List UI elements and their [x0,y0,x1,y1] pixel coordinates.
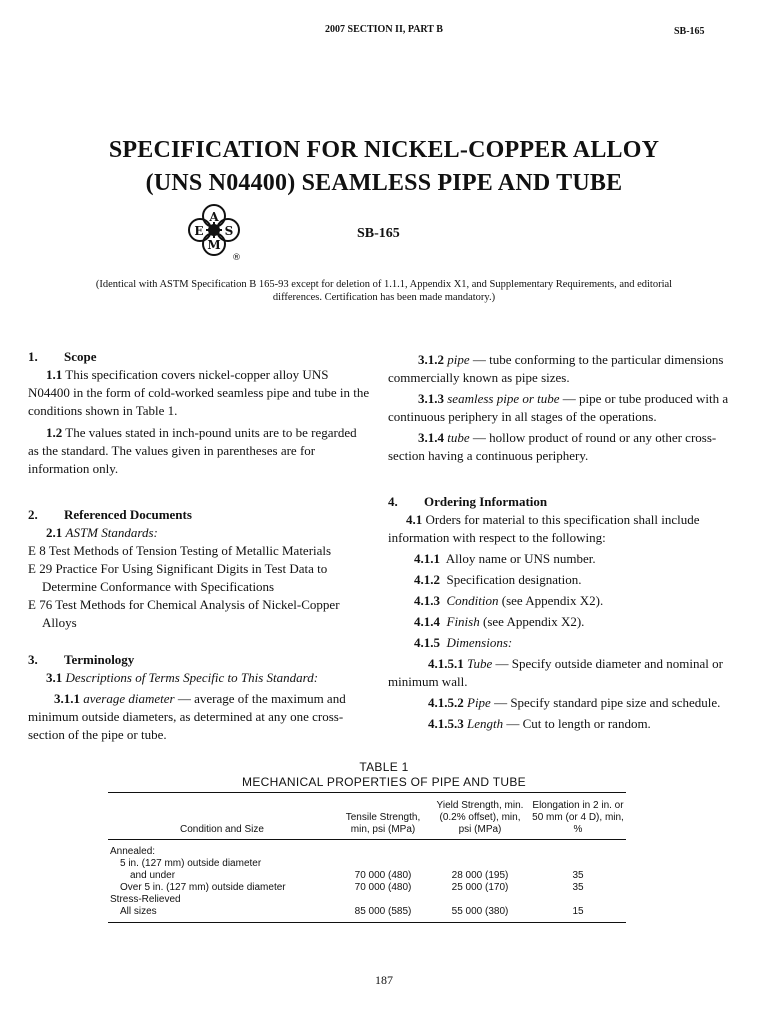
reference-e8: E 8 Test Methods of Tension Testing of Metallic Materials [28,543,332,558]
row-2-yield: 25 000 (170) [451,882,509,893]
table-header-row [108,793,626,840]
paragraph-3-1-2: 3.1.2 pipe — tube conforming to the particular dimensions commercially known as pipe sizes. [388,352,724,385]
paragraph-4-1-5: 4.1.5 Dimensions: [414,635,513,650]
row-2-condition: Over 5 in. (127 mm) outside diameter [120,882,286,893]
paragraph-3-1-4: 3.1.4 tube — hollow product of round or any other cross-section having a continuous periphery. [388,430,717,463]
section-1-heading: 1. Scope [28,349,97,364]
paragraph-1-1: 1.1 This specification covers nickel-copper alloy UNS N04400 in the form of cold-worked seamless pipe and tube in the conditions shown in Table 1. [28,367,370,418]
paragraph-3-1: 3.1 Descriptions of Terms Specific to This Standard: [46,670,319,685]
page-title-line-1: SPECIFICATION FOR NICKEL-COPPER ALLOY [108,137,660,163]
paragraph-4-1-3: 4.1.3 Condition (see Appendix X2). [414,593,604,608]
reference-e29: E 29 Practice For Using Significant Digits in Test Data to Determine Conformance with Specifications [28,561,328,594]
running-header-designation: SB-165 [674,26,705,37]
table-row [108,906,626,923]
right-column [388,351,732,733]
column-header-elongation: Elongation in 2 in. or 50 mm (or 4 D), min, % [532,800,624,835]
table-row [108,882,626,894]
paragraph-4-1: 4.1 Orders for material to this specification shall include information with respect to the following: [388,512,700,545]
svg-text:S: S [224,224,234,238]
row-2-tensile: 70 000 (480) [354,882,412,893]
section-3-heading: 3. Terminology [28,652,135,667]
table-row [108,894,626,906]
paragraph-4-1-4: 4.1.4 Finish (see Appendix X2). [414,614,585,629]
paragraph-4-1-1: 4.1.1 Alloy name or UNS number. [414,551,596,566]
row-1-yield: 28 000 (195) [451,870,509,881]
svg-text:M: M [207,238,221,252]
column-header-tensile: Tensile Strength, min, psi (MPa) [345,812,421,835]
page-number: 187 [375,973,393,987]
running-header: 2007 SECTION II, PART B [325,24,443,35]
paragraph-4-1-5-2: 4.1.5.2 Pipe — Specify standard pipe size and schedule. [428,695,721,710]
svg-text:A: A [209,210,219,224]
table-title: MECHANICAL PROPERTIES OF PIPE AND TUBE [242,775,526,789]
column-header-condition: Condition and Size [180,824,264,835]
paragraph-3-1-1: 3.1.1 average diameter — average of the maximum and minimum outside diameters, as determined at any one cross-section of the pipe or tube. [28,691,346,742]
paragraph-4-1-2: 4.1.2 Specification designation. [414,572,582,587]
svg-text:E: E [194,224,204,238]
section-4-heading: 4. Ordering Information [388,494,548,509]
page-title-line-2: (UNS N04400) SEAMLESS PIPE AND TUBE [145,170,623,196]
row-3-yield: 55 000 (380) [451,906,509,917]
svg-text:®: ® [232,253,241,263]
paragraph-1-2: 1.2 The values stated in inch-pound units are to be regarded as the standard. The values given in parentheses are for information only. [28,425,357,476]
column-header-yield: Yield Strength, min. (0.2% offset), min, psi (MPa) [436,800,524,835]
table-row [108,858,626,882]
reference-e76: E 76 Test Methods for Chemical Analysis of Nickel-Copper Alloys [28,597,340,630]
row-1-elongation: 35 [572,870,584,881]
row-3-condition: All sizes [120,906,157,917]
row-1-tensile: 70 000 (480) [354,870,412,881]
paragraph-3-1-3: 3.1.3 seamless pipe or tube — pipe or tube produced with a continuous periphery in all stages of the operations. [388,391,729,424]
row-2-elongation: 35 [572,882,584,893]
group-label-stress-relieved: Stress-Relieved [110,894,181,905]
row-1-condition: 5 in. (127 mm) outside diameter and under [120,858,262,881]
row-3-elongation: 15 [572,906,584,917]
section-2-heading: 2. Referenced Documents [28,507,192,522]
group-label-annealed: Annealed: [110,846,156,857]
asme-logo-icon [168,202,264,266]
mechanical-properties-table [108,792,626,923]
table-caption: TABLE 1 [359,760,409,774]
paragraph-2-1: 2.1 ASTM Standards: [46,525,158,540]
asme-logo [168,202,264,266]
paragraph-4-1-5-3: 4.1.5.3 Length — Cut to length or random. [428,716,651,731]
table-row [108,840,626,859]
left-column [28,348,370,744]
paragraph-4-1-5-1: 4.1.5.1 Tube — Specify outside diameter and nominal or minimum wall. [388,656,723,689]
row-3-tensile: 85 000 (585) [354,906,412,917]
identical-with-note: (Identical with ASTM Specification B 165-93 except for deletion of 1.1.1, Appendix X1, and Supplementary Requirements, and editorial differences. Certification has been made mandatory.) [95,279,673,303]
spec-designation: SB-165 [357,226,400,241]
